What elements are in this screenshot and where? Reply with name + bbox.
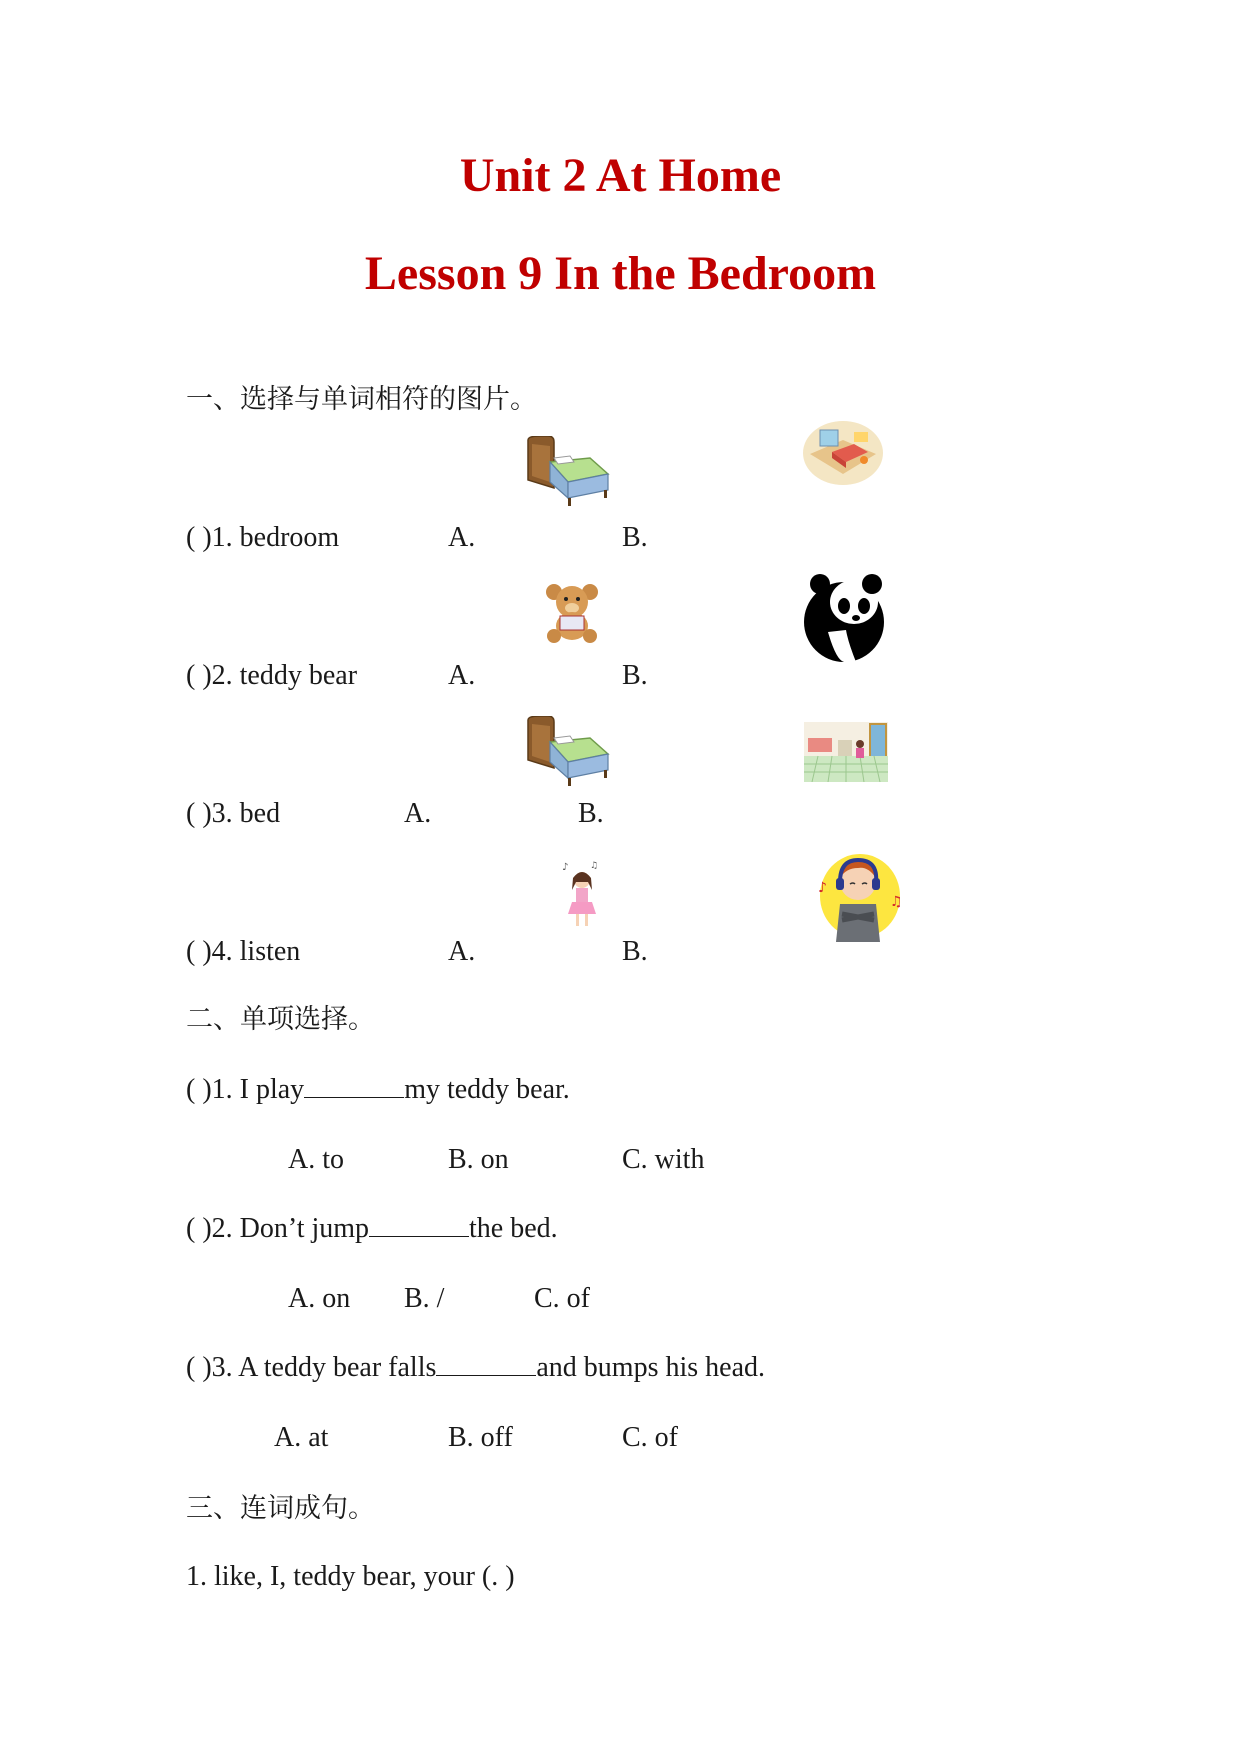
- s2-q3-option-c: C. of: [622, 1422, 678, 1453]
- panda-picture: [800, 572, 886, 664]
- s1-option-b-1: B.: [622, 522, 648, 553]
- s1-option-b-4: B.: [622, 936, 648, 967]
- answer-blank: [304, 1073, 404, 1098]
- s1-question-4: ( )4. listen: [186, 936, 301, 967]
- s1-option-a-4: A.: [448, 936, 476, 967]
- s1-option-a-1: A.: [448, 522, 476, 553]
- s2-question-1: [186, 1073, 570, 1107]
- s2-q1-option-a: A. to: [288, 1144, 344, 1175]
- s2-question-3: [186, 1351, 765, 1385]
- s2-q1-stem: ( )1. I play: [186, 1074, 305, 1105]
- svg-text:♫: ♫: [590, 861, 599, 871]
- s1-option-a-3: A.: [404, 798, 432, 829]
- lesson-title: Lesson 9 In the Bedroom: [364, 247, 877, 300]
- s2-question-2: [186, 1212, 558, 1246]
- s1-option-b-3: B.: [578, 798, 604, 829]
- svg-text:♪: ♪: [818, 880, 827, 896]
- s2-q1-option-c: C. with: [622, 1144, 705, 1175]
- s2-q1-option-b: B. on: [448, 1144, 509, 1175]
- bedroom-picture: [802, 420, 884, 486]
- s1-option-b-2: B.: [622, 660, 648, 691]
- s2-q2-option-a: A. on: [288, 1283, 351, 1314]
- s2-q2-option-b: B. /: [404, 1283, 445, 1314]
- s1-question-3: ( )3. bed: [186, 798, 281, 829]
- boy-headphones-picture: [812, 848, 908, 944]
- s2-q1-tail: my teddy bear.: [404, 1074, 570, 1105]
- svg-text:♫: ♫: [890, 894, 903, 910]
- answer-blank: [369, 1212, 469, 1237]
- s2-q3-option-a: A. at: [274, 1422, 329, 1453]
- bed-picture: [524, 436, 610, 508]
- s1-option-a-2: A.: [448, 660, 476, 691]
- s3-item-1: 1. like, I, teddy bear, your (. ): [186, 1561, 515, 1592]
- section1-heading: 一、选择与单词相符的图片。: [186, 384, 537, 415]
- s2-q2-tail: the bed.: [469, 1213, 558, 1244]
- singing-girl-picture: [560, 860, 602, 932]
- section2-heading: 二、单项选择。: [186, 1004, 375, 1035]
- teddy-bear-picture: [540, 580, 604, 644]
- s2-q2-stem: ( )2. Don’t jump: [186, 1213, 370, 1244]
- s2-q3-option-b: B. off: [448, 1422, 513, 1453]
- answer-blank: [436, 1351, 536, 1376]
- s2-q2-option-c: C. of: [534, 1283, 590, 1314]
- svg-text:♪: ♪: [562, 862, 569, 873]
- s1-question-1: ( )1. bedroom: [186, 522, 340, 553]
- s2-q3-stem: ( )3. A teddy bear falls: [186, 1352, 437, 1383]
- section3-heading: 三、连词成句。: [186, 1493, 375, 1524]
- s1-question-2: ( )2. teddy bear: [186, 660, 358, 691]
- s2-q3-tail: and bumps his head.: [536, 1352, 766, 1383]
- room-picture: [804, 722, 888, 782]
- bed-picture: [524, 716, 610, 788]
- unit-title: Unit 2 At Home: [459, 149, 782, 202]
